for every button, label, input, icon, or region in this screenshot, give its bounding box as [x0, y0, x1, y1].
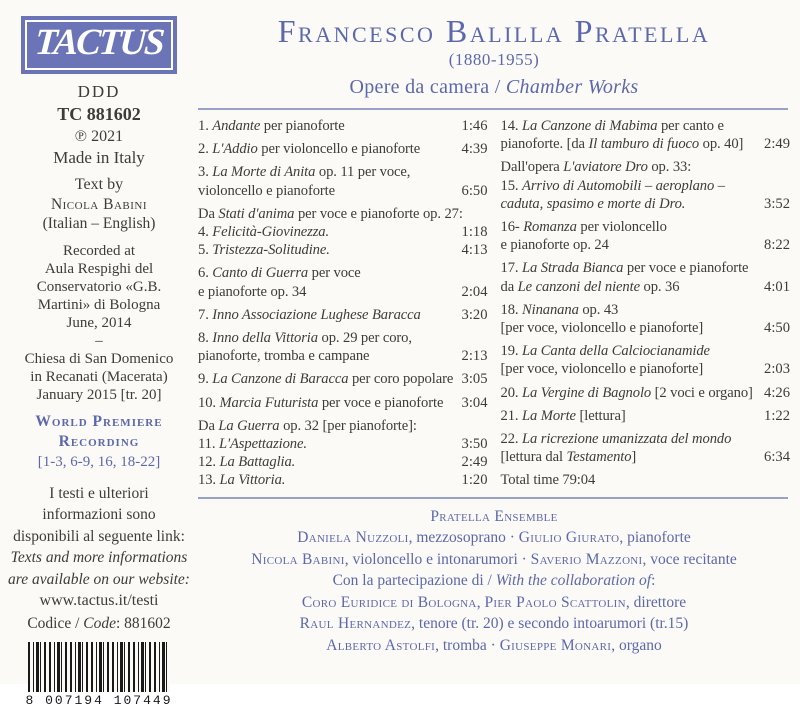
track-title: 2. L'Addio per violoncello e pianoforte	[198, 141, 421, 158]
track-title: 3. La Morte di Anita op. 11 per voce,	[198, 164, 411, 181]
track-title: 10. Marcia Futurista per voce e pianoforte	[198, 394, 444, 411]
track-title: 19. La Canta della Calciocianamide	[500, 343, 710, 360]
track-line	[501, 384, 791, 402]
track-line	[501, 195, 791, 213]
track-line	[198, 417, 488, 435]
main-content	[198, 0, 794, 684]
credit-line: Con la partecipazione di / With the collaboration of:	[332, 572, 656, 590]
track-title: 5. Tristezza-Solitudine.	[198, 242, 330, 259]
track-duration	[485, 163, 488, 181]
track-title: 20. La Vergine di Bagnolo [2 voci e organo]	[500, 384, 753, 401]
track-title: 18. Ninanana op. 43	[500, 301, 619, 318]
website-url: www.tactus.it/testi	[39, 592, 159, 610]
track-line	[501, 319, 791, 337]
track-title: caduta, spasimo e morte di Dro.	[500, 195, 686, 212]
track-line	[501, 360, 791, 378]
barcode-digits: 8 007194 107449	[25, 693, 173, 709]
track-line	[501, 278, 791, 296]
track-duration: 6:34	[764, 449, 790, 466]
track-title: 11. L'Aspettazione.	[198, 436, 307, 453]
track-duration: 3:50	[461, 436, 488, 453]
barcode-bars	[28, 642, 170, 692]
text-languages: (Italian – English)	[42, 214, 156, 232]
track-line	[501, 236, 791, 254]
recording-line: Aula Respighi del	[44, 260, 154, 277]
track-line	[501, 218, 791, 236]
track-title: [per voce, violoncello e pianoforte]	[500, 361, 704, 378]
track-duration	[787, 301, 790, 319]
tracklist-right	[501, 117, 791, 490]
track-line	[198, 394, 488, 412]
track-duration: 3:05	[461, 371, 488, 388]
track-duration: 3:20	[461, 306, 488, 323]
track-line	[501, 448, 791, 466]
track-title: violoncello e pianoforte	[198, 182, 336, 199]
sidebar	[0, 0, 198, 709]
format-label: DDD	[77, 81, 121, 101]
track-line	[501, 471, 791, 489]
premiere-line: Recording	[58, 432, 140, 450]
barcode	[23, 642, 175, 709]
track-duration: 1:20	[461, 472, 488, 489]
track-line	[198, 306, 488, 324]
composer-dates: (1880-1955)	[448, 50, 540, 69]
track-duration: 1:18	[461, 224, 488, 241]
track-line	[198, 453, 488, 471]
track-title: 1. Andante per pianoforte	[198, 118, 345, 134]
track-line	[198, 163, 488, 181]
track-line	[501, 135, 791, 153]
recording-line: June, 2014	[66, 314, 132, 331]
track-title: e pianoforte op. 24	[500, 237, 609, 254]
track-line	[198, 283, 488, 301]
recording-line: Conservatorio «G.B.	[36, 278, 162, 295]
tracklist-left	[198, 117, 488, 490]
album-header	[198, 0, 790, 99]
track-title: [lettura dal Testamento]	[500, 449, 637, 466]
track-title: 6. Canto di Guerra per voce	[198, 265, 361, 282]
album-title: Opere da camera / Chamber Works	[349, 76, 639, 98]
track-title: 14. La Canzone di Mabima per canto e	[500, 118, 724, 134]
track-title: 8. Inno della Vittoria op. 29 per coro,	[198, 330, 412, 347]
track-title: 22. La ricrezione umanizzata del mondo	[500, 431, 732, 448]
track-duration: 2:49	[764, 136, 790, 153]
track-duration: 3:04	[461, 394, 488, 411]
code-line: Codice / Code: 881602	[27, 615, 171, 633]
track-duration: 2:04	[461, 283, 488, 300]
track-title: 21. La Morte [lettura]	[500, 407, 626, 424]
recording-line: Chiesa di San Domenico	[24, 350, 174, 367]
track-line	[198, 471, 488, 489]
track-line	[198, 329, 488, 347]
track-title: 4. Felicità-Giovinezza.	[198, 224, 330, 241]
info-line-en: Texts and more informations	[10, 549, 188, 567]
credit-line: Nicola Babini, violoncello e intonarumori · Saverio Mazzoni, voce recitante	[251, 550, 737, 568]
track-line	[198, 223, 488, 241]
info-line-en: are available on our website:	[8, 570, 190, 588]
credit-line: Pratella Ensemble	[430, 507, 558, 525]
texts-info	[0, 483, 198, 637]
credit-line: Raul Hernandez, tenore (tr. 20) e secondo intoarumori (tr.15)	[299, 615, 689, 633]
track-title: 13. La Vittoria.	[198, 472, 286, 489]
track-line	[501, 301, 791, 319]
track-title: 12. La Battaglia.	[198, 454, 296, 471]
track-line	[198, 205, 488, 223]
tactus-logo-text: TACTUS	[33, 22, 165, 63]
track-line	[198, 370, 488, 388]
recording-line: January 2015 [tr. 20]	[36, 386, 162, 403]
track-duration: 1:22	[764, 407, 790, 424]
track-line	[501, 158, 791, 176]
divider-top	[198, 108, 788, 110]
track-duration	[787, 117, 790, 135]
track-duration: 4:50	[764, 320, 790, 337]
recording-line: in Recanati (Macerata)	[30, 368, 168, 385]
recording-location-2	[0, 350, 198, 404]
track-title: 9. La Canzone di Baracca per coro popolare	[198, 371, 454, 388]
track-duration	[485, 205, 488, 223]
track-line	[198, 435, 488, 453]
track-title: Total time 79:04	[500, 472, 596, 489]
credits	[198, 505, 790, 657]
track-line	[501, 407, 791, 425]
text-author-name: Nicola Babini	[50, 195, 148, 213]
phonogram-year: ℗ 2021	[74, 127, 124, 145]
track-line	[198, 347, 488, 365]
recording-line: Martini» di Bologna	[37, 296, 161, 313]
track-duration	[787, 177, 790, 195]
track-duration: 2:03	[764, 361, 790, 378]
catalog-number: TC 881602	[57, 103, 141, 124]
made-in-label: Made in Italy	[53, 147, 145, 167]
track-duration	[787, 342, 790, 360]
recording-line: Recorded at	[62, 242, 136, 259]
track-line	[198, 117, 488, 135]
track-title: e pianoforte op. 34	[198, 283, 307, 300]
track-title: 15. Arrivo di Automobili – aeroplano –	[500, 177, 725, 194]
track-duration: 4:39	[461, 141, 488, 158]
composer-name: Francesco Balilla Pratella	[277, 13, 711, 49]
track-duration: 1:46	[461, 118, 488, 134]
credit-line: Coro Euridice di Bologna, Pier Paolo Scattolin, direttore	[301, 593, 687, 611]
track-duration: 4:26	[764, 384, 790, 401]
track-duration	[787, 259, 790, 277]
tracklist	[198, 117, 790, 490]
track-title: 16- Romanza per violoncello	[500, 219, 667, 236]
track-line	[198, 182, 488, 200]
track-title: pianoforte, tromba e campane	[198, 348, 370, 365]
track-line	[501, 177, 791, 195]
credit-line: Daniela Nuzzoli, mezzosoprano · Giulio Giurato, pianoforte	[297, 529, 691, 547]
track-title: Da La Guerra op. 32 [per pianoforte]:	[198, 417, 417, 434]
info-line-it: I testi e ulteriori	[49, 484, 149, 502]
premiere-tracks: [1-3, 6-9, 16, 18-22]	[37, 453, 161, 470]
info-line-it: disponibili al seguente link:	[13, 527, 185, 545]
divider-bottom	[198, 497, 788, 499]
track-duration: 2:13	[461, 348, 488, 365]
info-line-it: informazioni sono	[42, 506, 156, 524]
track-title: 17. La Strada Bianca per voce e pianoforte	[500, 260, 749, 277]
track-duration: 4:13	[461, 242, 488, 259]
section-dash: –	[95, 332, 103, 349]
track-line	[198, 140, 488, 158]
track-line	[198, 264, 488, 282]
track-line	[501, 259, 791, 277]
track-duration: 6:50	[461, 182, 488, 199]
premiere-line: World Premiere	[35, 412, 163, 430]
credit-line: Alberto Astolfi, tromba · Giuseppe Monari, organo	[326, 636, 662, 654]
track-title: 7. Inno Associazione Lughese Baracca	[198, 306, 421, 323]
track-line	[198, 241, 488, 259]
track-duration: 4:01	[764, 278, 790, 295]
track-line	[501, 117, 791, 135]
world-premiere-note	[0, 412, 198, 472]
track-duration	[787, 430, 790, 448]
recording-location-1	[0, 242, 198, 332]
tactus-logo	[21, 16, 177, 74]
track-duration	[787, 218, 790, 236]
track-title: Dall'opera L'aviatore Dro op. 33:	[500, 159, 692, 176]
track-duration: 3:52	[764, 195, 790, 212]
track-title: [per voce, violoncello e pianoforte]	[500, 320, 704, 337]
track-duration	[787, 158, 790, 176]
track-title: pianoforte. [da Il tamburo di fuoco op. 40]	[500, 136, 744, 153]
track-title: Da Stati d'anima per voce e pianoforte op. 27:	[198, 205, 463, 222]
track-title: da Le canzoni del niente op. 36	[500, 278, 680, 295]
track-duration	[485, 264, 488, 282]
track-line	[501, 430, 791, 448]
track-duration: 2:49	[461, 454, 488, 471]
track-duration: 8:22	[764, 237, 790, 254]
track-line	[501, 342, 791, 360]
track-duration	[485, 417, 488, 435]
track-duration	[485, 329, 488, 347]
text-by-label: Text by	[74, 175, 124, 193]
tactus-logo-frame	[25, 20, 173, 70]
track-duration	[787, 471, 790, 489]
